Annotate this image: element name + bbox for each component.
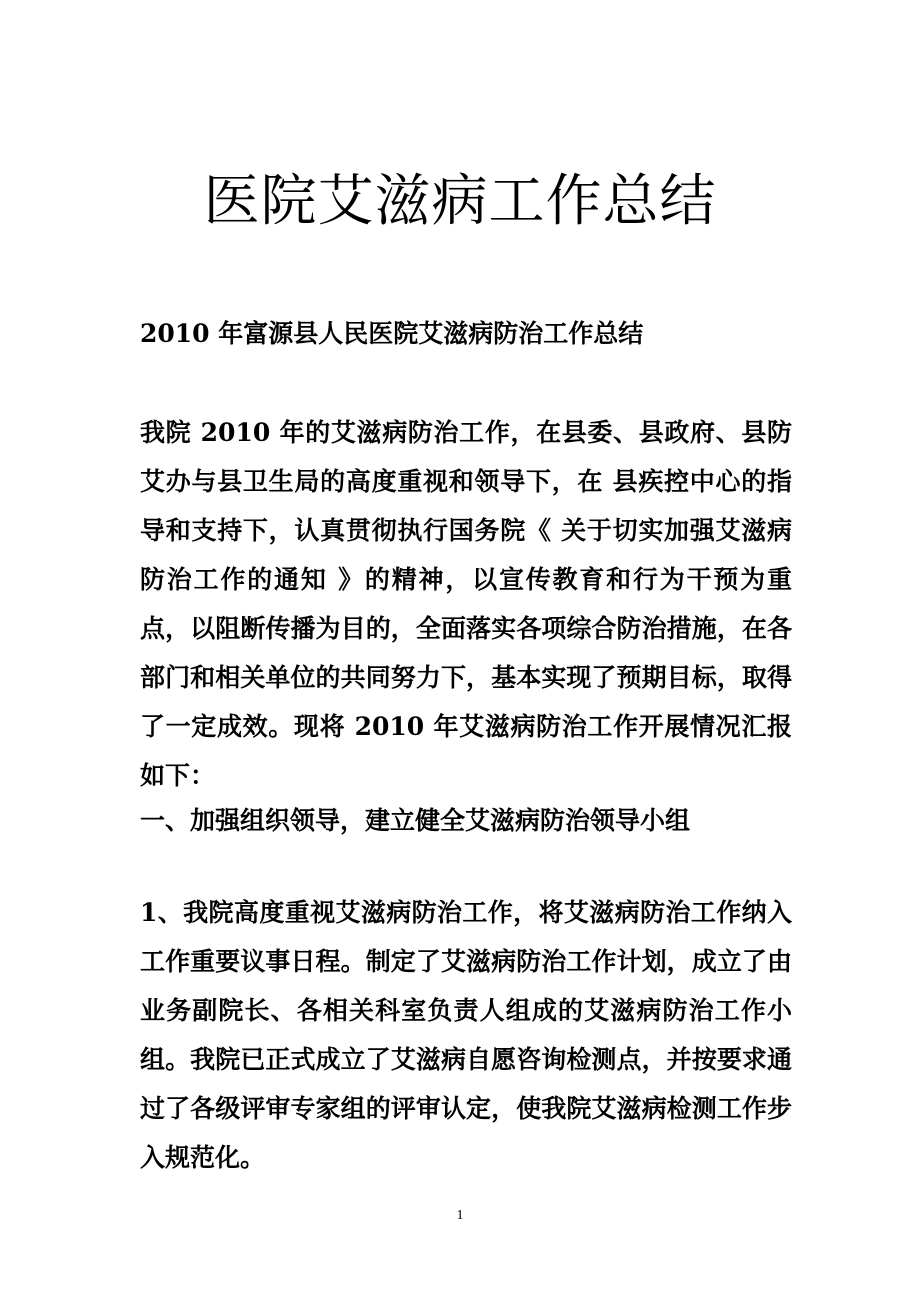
document-title: 医院艾滋病工作总结 bbox=[203, 169, 717, 234]
page-number: 1 bbox=[456, 1208, 464, 1223]
intro-paragraph: 我院 2010 年的艾滋病防治工作，在县委、县政府、县防艾办与县卫生局的高度重视和领导下，在 县疾控中心的指导和支持下，认真贯彻执行国务院《 关于切实加强艾滋病防治工作的通知 》的精神，以宣传教育和行为干预为重点，以阻断传播为目的，全面落实各项综合防治措施，在各部门和相关单位的共同努力下，基本实现了预期目标，取得了一定成效。现将 2010 年艾滋病防治工作开展情况汇报如下： bbox=[140, 418, 792, 790]
document-subtitle: 2010 年富源县人民医院艾滋病防治工作总结 bbox=[140, 319, 644, 348]
section-heading-1: 一、加强组织领导，建立健全艾滋病防治领导小组 bbox=[140, 806, 691, 835]
section-1-paragraph: 1、我院高度重视艾滋病防治工作，将艾滋病防治工作纳入工作重要议事日程。制定了艾滋病防治工作计划，成立了由业务副院长、各相关科室负责人组成的艾滋病防治工作小组。我院已正式成立了艾滋病自愿咨询检测点，并按要求通过了各级评审专家组的评审认定，使我院艾滋病检测工作步入规范化。 bbox=[140, 898, 792, 1172]
